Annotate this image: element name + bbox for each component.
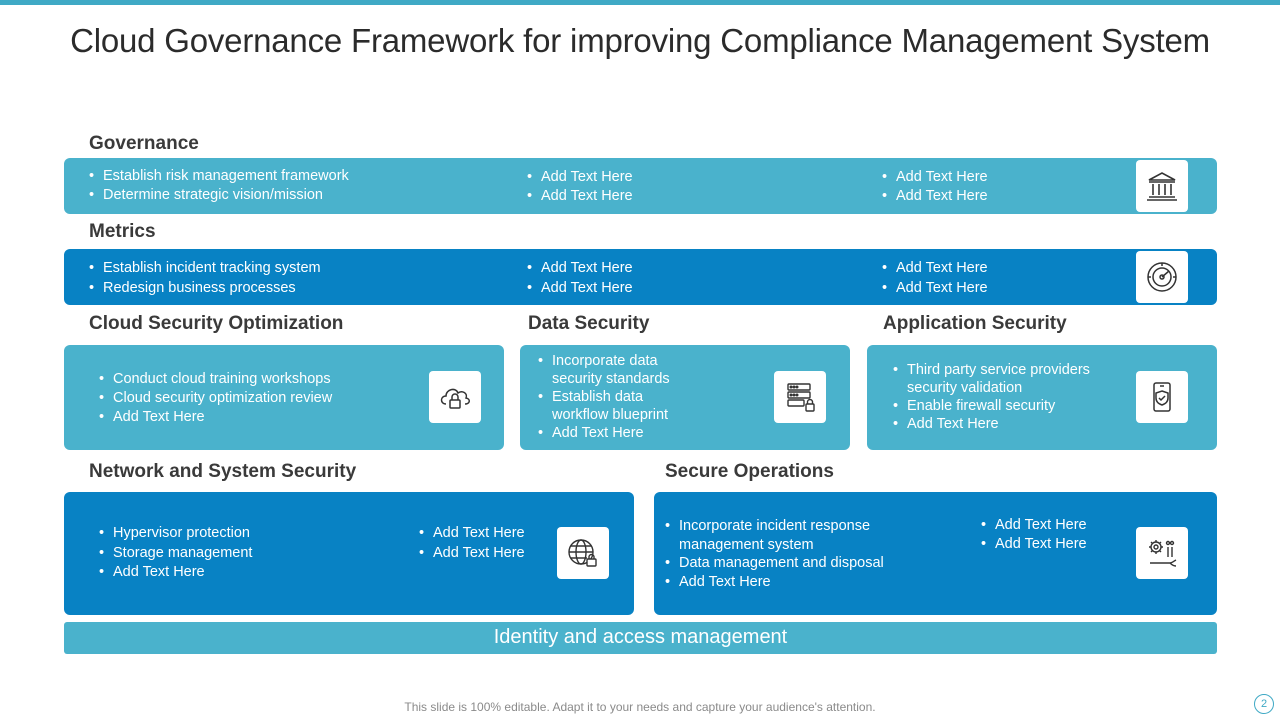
list-item: • Cloud security optimization review bbox=[99, 389, 332, 408]
list-item: • Incorporate data security standards bbox=[538, 352, 698, 388]
secure-operations-list-1 bbox=[665, 517, 895, 591]
governance-label: Governance bbox=[89, 133, 199, 154]
list-item: • Redesign business processes bbox=[89, 278, 321, 298]
list-item: • Add Text Here bbox=[527, 258, 633, 278]
governance-list-3 bbox=[882, 168, 988, 206]
list-item: • Add Text Here bbox=[893, 415, 1108, 433]
list-item: • Add Text Here bbox=[981, 516, 1087, 535]
list-item: • Add Text Here bbox=[99, 563, 252, 583]
list-item: • Incorporate incident response management system bbox=[665, 517, 895, 554]
identity-access-management-banner: Identity and access management bbox=[64, 622, 1217, 654]
list-item: • Add Text Here bbox=[882, 187, 988, 206]
list-item: • Third party service providers security validation bbox=[893, 361, 1108, 397]
footer-note: This slide is 100% editable. Adapt it to your needs and capture your audience's attention. bbox=[404, 700, 876, 714]
secure-operations-label: Secure Operations bbox=[665, 461, 834, 482]
metrics-list-3 bbox=[882, 258, 988, 298]
list-item: • Establish data workflow blueprint bbox=[538, 388, 698, 424]
list-item: • Add Text Here bbox=[527, 278, 633, 298]
list-item: • Add Text Here bbox=[665, 573, 895, 592]
gauge-icon bbox=[1136, 251, 1188, 303]
list-item: • Add Text Here bbox=[527, 187, 633, 206]
network-security-list-2 bbox=[419, 524, 525, 563]
application-security-label: Application Security bbox=[883, 313, 1067, 334]
list-item: • Establish incident tracking system bbox=[89, 258, 321, 278]
list-item: • Add Text Here bbox=[882, 168, 988, 187]
data-security-list bbox=[538, 352, 698, 442]
metrics-label: Metrics bbox=[89, 221, 156, 242]
network-security-label: Network and System Security bbox=[89, 461, 357, 482]
list-item: • Data management and disposal bbox=[665, 554, 895, 573]
list-item: • Add Text Here bbox=[419, 524, 525, 544]
network-security-panel bbox=[64, 492, 634, 615]
metrics-list-1 bbox=[89, 258, 321, 298]
governance-list-2 bbox=[527, 168, 633, 206]
list-item: • Add Text Here bbox=[882, 258, 988, 278]
cloud-security-list bbox=[99, 370, 332, 427]
gears-wrench-icon bbox=[1136, 527, 1188, 579]
data-security-panel bbox=[520, 345, 850, 450]
network-security-list-1 bbox=[99, 524, 252, 583]
application-security-list bbox=[893, 361, 1108, 433]
secure-operations-panel bbox=[654, 492, 1217, 615]
list-item: • Add Text Here bbox=[882, 278, 988, 298]
list-item: • Determine strategic vision/mission bbox=[89, 186, 349, 205]
list-item: • Add Text Here bbox=[99, 408, 332, 427]
phone-shield-icon bbox=[1136, 371, 1188, 423]
list-item: • Hypervisor protection bbox=[99, 524, 252, 544]
page-number: 2 bbox=[1254, 694, 1274, 714]
list-item: • Enable firewall security bbox=[893, 397, 1108, 415]
governance-list-1 bbox=[89, 167, 349, 205]
bank-building-icon bbox=[1136, 160, 1188, 212]
metrics-panel bbox=[64, 249, 1217, 305]
cloud-lock-icon bbox=[429, 371, 481, 423]
list-item: • Add Text Here bbox=[981, 535, 1087, 554]
slide-title: Cloud Governance Framework for improving Compliance Management System bbox=[70, 22, 1210, 59]
governance-panel bbox=[64, 158, 1217, 214]
list-item: • Establish risk management framework bbox=[89, 167, 349, 186]
list-item: • Conduct cloud training workshops bbox=[99, 370, 332, 389]
application-security-panel bbox=[867, 345, 1217, 450]
top-accent-bar bbox=[0, 0, 1280, 5]
cloud-security-label: Cloud Security Optimization bbox=[89, 313, 344, 334]
metrics-list-2 bbox=[527, 258, 633, 298]
list-item: • Add Text Here bbox=[419, 544, 525, 564]
globe-lock-icon bbox=[557, 527, 609, 579]
secure-operations-list-2 bbox=[981, 516, 1087, 554]
list-item: • Add Text Here bbox=[527, 168, 633, 187]
list-item: • Storage management bbox=[99, 544, 252, 564]
server-lock-icon bbox=[774, 371, 826, 423]
list-item: • Add Text Here bbox=[538, 424, 698, 442]
cloud-security-panel bbox=[64, 345, 504, 450]
data-security-label: Data Security bbox=[528, 313, 650, 334]
